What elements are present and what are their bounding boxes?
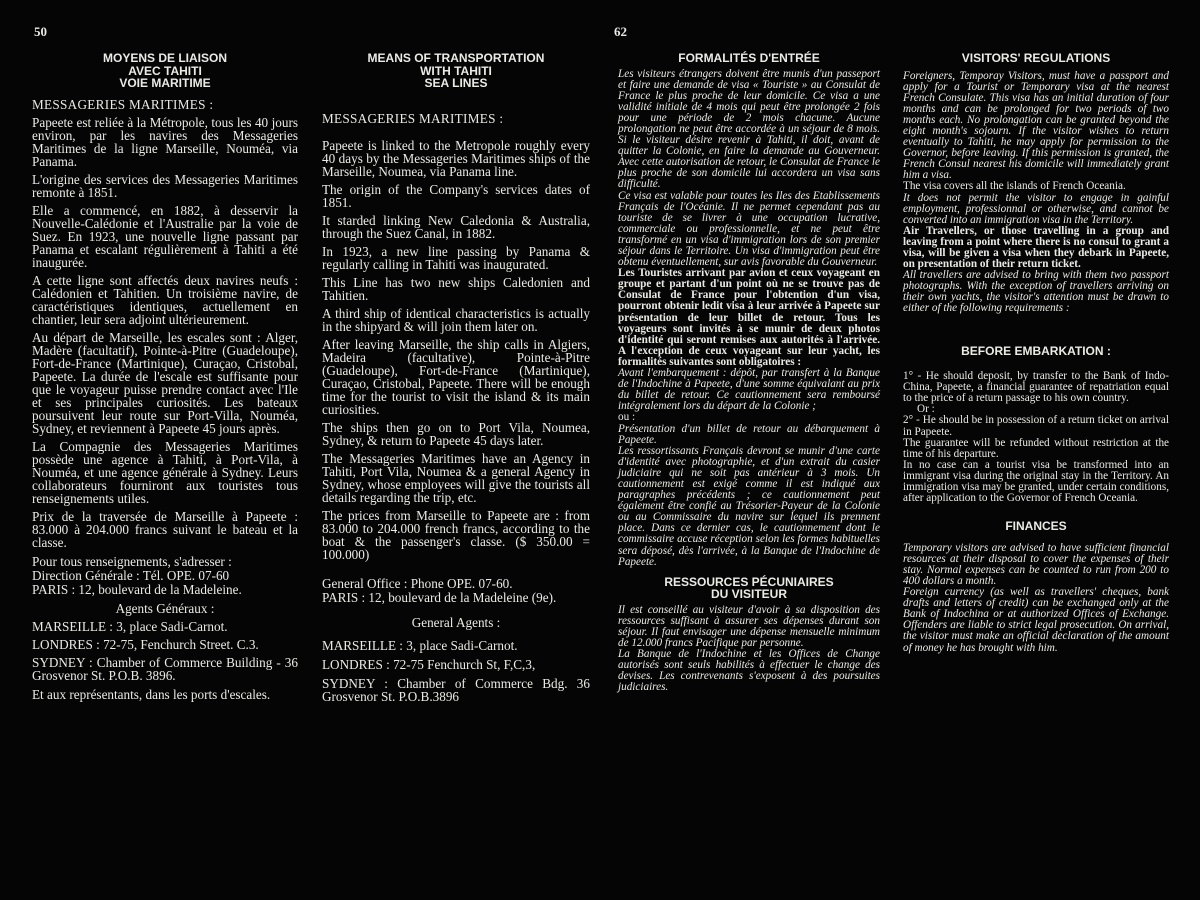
english-transport-title: MEANS OF TRANSPORTATION WITH TAHITI SEA LINES	[367, 51, 545, 90]
paragraph: Elle a commencé, en 1882, à desservir la Nouvelle-Calédonie et l'Australie par la voie de Suez. En 1923, une nouvelle ligne passant par Panama et escalant régulièrement à Tahiti a été inaugurée.	[32, 202, 298, 270]
agent-line: MARSEILLE : 3, place Sadi-Carnot.	[32, 618, 228, 634]
before-embarkation-title: BEFORE EMBARKATION :	[961, 343, 1111, 358]
page-number-right: 62	[614, 24, 627, 39]
agents-title: Agents Généraux :	[115, 600, 215, 616]
visitors-regulations-title: VISITORS' REGULATIONS	[961, 51, 1111, 65]
agent-line: LONDRES : 72-75 Fenchurch St, F,C,3,	[322, 656, 536, 672]
paragraph: Il est conseillé au visiteur d'avoir à sa disposition des ressources suffisant à assurer ses dépenses durant son séjour. Il faut envisager une dépense mensuelle minimum de 12.000 francs Pacifique par personne.	[618, 603, 880, 649]
section-subtitle: MESSAGERIES MARITIMES :	[32, 96, 214, 112]
paragraph: Or :	[917, 403, 935, 416]
paragraph: 2° - He should be in possession of a return ticket on arrival in Papeete.	[903, 414, 1169, 438]
paragraph: After leaving Marseille, the ship calls in Algiers, Madeira (facultative), Pointe-à-Pitre (Guadeloupe), Fort-de-France (Martinique), Curaçao, Cristobal, Papeete. There will be enough time for the tourist to visit the island & its main curiosities.	[322, 336, 590, 417]
paragraph: This Line has two new ships Caledonien and Tahitien.	[322, 274, 590, 303]
agent-line: SYDNEY : Chamber of Commerce Bdg. 36 Grosvenor St. P.O.B.3896	[322, 675, 590, 704]
paragraph: La Banque de l'Indochine et les Offices de Change autorisés sont seuls habilités à effectuer le change des devises. Les contrevenants s'exposent à des poursuites judiciaires.	[618, 648, 880, 694]
paragraph: It starded linking New Caledonia & Australia, through the Suez Canal, in 1882.	[322, 212, 590, 241]
entry-formalities-column	[618, 52, 880, 693]
french-transport-column	[32, 52, 298, 706]
agent-line: SYDNEY : Chamber of Commerce Building - 36 Grosvenor St. P.O.B. 3896.	[32, 654, 298, 683]
paragraph: The origin of the Company's services dates of 1851.	[322, 181, 590, 210]
paragraph: It does not permit the visitor to engage in gainful employment, professionnal or otherwise, and cannot be converted into an immigration visa in the Territory.	[903, 191, 1169, 226]
paragraph: Foreign currency (as well as travellers' cheques, bank drafts and letters of credit) can be exchanged only at the Bank of Indochina or at authorized Offices of Exchange. Offenders are liable to strict legal prosecution. On arrival, the visitor must make an official declaration of the amount of money he has brought with him.	[903, 586, 1169, 654]
paragraph: Papeete is linked to the Metropole roughly every 40 days by the Messageries Maritimes ships of the Marseille, Noumea, via Panama line.	[322, 137, 590, 179]
paragraph: Pour tous renseignements, s'adresser :	[32, 553, 232, 569]
paragraph: Les ressortissants Français devront se munir d'une carte d'identité avec photographie, et d'un extrait du casier judiciaire qui ne soit pas antérieur à 3 mois. Un cautionnement est exigé comme il est indiqué aux paragraphes précédents ; ce cautionnement peut également être confié au Trésorier-Payeur de la Colonie ou au Commissaire du navire sur lequel ils prennent place. Dans ce dernier cas, le cautionnement dont le commissaire accuse réception selon les formes habituelles sera déposé, dès l'arrivée, à la Banque de l'Indochine de Papeete.	[618, 444, 880, 568]
paragraph: In no case can a tourist visa be transformed into an immigrant visa during the original stay in the Territory. An immigration visa may be granted, under certain conditions, after application to the Governor of French Oceania.	[903, 458, 1169, 505]
office-line: PARIS : 12, boulevard de la Madeleine (9e).	[322, 589, 557, 605]
page-number-left: 50	[34, 24, 47, 39]
paragraph: The Messageries Maritimes have an Agency in Tahiti, Port Vila, Noumea & a general Agency in Sydney, whose employees will give the tourists all details regarding the trip, etc.	[322, 450, 590, 505]
visitors-regulations-column	[903, 52, 1169, 654]
agent-line: LONDRES : 72-75, Fenchurch Street. C.3.	[32, 636, 259, 652]
paragraph: A cette ligne sont affectés deux navires neufs : Calédonien et Tahitien. Un troisième navire, de caractéristiques identiques, actuellement en chantier, leur sera adjoint ultérieurement.	[32, 272, 298, 327]
paragraph: Les visiteurs étrangers doivent être munis d'un passeport et faire une demande de visa « Touriste » au Consulat de France le plus proche de leur domicile. Ce visa a une validité initiale de 4 mois qui peut être prolongée 2 fois pour une période de 2 mois chacune. Aucune prolongation ne peut être accordée à un séjour de 8 mois. Si le visiteur désire revenir à Tahiti, il doit, avant de quitter la Colonie, en faire la demande au Gouverneur. Avec cette autorisation de retour, le Consulat de France le plus proche de son domicile lui accordera un visa sans difficulté.	[618, 67, 880, 191]
agent-line: MARSEILLE : 3, place Sadi-Carnot.	[322, 637, 518, 653]
paragraph: Temporary visitors are advised to have sufficient financial resources at their disposal to cover the expenses of their stay. Normal expenses can be counted to run from 200 to 400 dollars a month.	[903, 541, 1169, 587]
paragraph: Prix de la traversée de Marseille à Papeete : 83.000 à 204.000 francs suivant le bateau et la classe.	[32, 508, 298, 550]
paragraph: L'origine des services des Messageries Maritimes remonte à 1851.	[32, 171, 298, 200]
paragraph: La Compagnie des Messageries Maritimes possède une agence à Tahiti, à Port-Vila, à Nouméa, et une agence générale à Sydney. Leurs collaborateurs fourniront aux touristes tous renseignements utiles.	[32, 438, 298, 506]
paragraph: ou :	[618, 411, 636, 424]
paragraph: PARIS : 12, boulevard de la Madeleine.	[32, 581, 242, 597]
paragraph: 1° - He should deposit, by transfer to the Bank of Indo-China, Papeete, a financial guarantee of repatriation equal to the price of a return passage to his own country.	[903, 370, 1169, 405]
paragraph: Air Travellers, or those travelling in a group and leaving from a point where there is no consul to grant a visa, will be given a visa when they debark in Papeete, on presentation of their return ticket.	[903, 224, 1169, 271]
paragraph: The ships then go on to Port Vila, Noumea, Sydney, & return to Papeete 45 days later.	[322, 419, 590, 448]
agent-line: Et aux représentants, dans les ports d'escales.	[32, 686, 271, 702]
paragraph: Les Touristes arrivant par avion et ceux voyageant en groupe et partant d'un point où ne se trouve pas de Consulat de France pour l'obtention d'un visa, pourront obtenir ledit visa à leur arrivée à Papeete sur présentation de leur billet de retour. Tous les voyageurs sont invités à se munir de deux photos d'identité qui seront remises aux autorités à l'arrivée. A l'exception de ceux voyageant sur leur yacht, les formalités suivantes sont obligatoires :	[618, 267, 880, 368]
office-line: General Office : Phone OPE. 07-60.	[322, 575, 513, 591]
paragraph: All travellers are advised to bring with them two passport photographs. With the exception of travellers arriving on their own yachts, the visitor's attention must be drawn to either of the following requirements :	[903, 269, 1169, 315]
paragraph: Ce visa est valable pour toutes les Iles des Etablissements Français de l'Océanie. Il ne permet cependant pas au touriste de se livrer à une occupation lucrative, commerciale ou professionnelle, et ne peut être transformé en un visa d'immigration lors de son premier séjour dans le Territoire. Un visa d'immigration peut être obtenu éventuellement, sur avis favorable du Gouverneur.	[618, 189, 880, 269]
french-transport-title: MOYENS DE LIAISON AVEC TAHITI VOIE MARITIME	[102, 51, 227, 90]
paragraph: Foreigners, Temporay Visitors, must have a passport and apply for a Tourist or Temporary visa at the nearest French Consulate. This visa has an initial duration of four months and can be prolonged for two periods of two months each. No prolongation can be granted beyond the eight month's sojourn. If the visitor wishes to return eventually to Tahiti, he may apply for permission to the Governor, before leaving. If this permission is granted, the French Consul nearest his domicile will immediately grant him a visa.	[903, 69, 1169, 182]
paragraph: The visa covers all the islands of French Oceania.	[903, 180, 1126, 193]
paragraph: Avant l'embarquement : dépôt, par transfert à la Banque de l'Indochine à Papeete, d'une somme équivalant au prix du billet de retour. Ce cautionnement sera remboursé intégralement lors du départ de la Colonie ;	[618, 367, 880, 413]
resources-title: RESSOURCES PÉCUNIAIRES DU VISITEUR	[664, 574, 834, 602]
entry-formalities-title: FORMALITÉS D'ENTRÉE	[678, 51, 820, 65]
paragraph: The guarantee will be refunded without restriction at the time of his departure.	[903, 436, 1169, 460]
paragraph: Papeete est reliée à la Métropole, tous les 40 jours environ, par les navires des Messageries Maritimes de la ligne Marseille, Nouméa, via Panama.	[32, 114, 298, 169]
english-transport-column	[322, 52, 590, 708]
agents-title: General Agents :	[411, 614, 501, 630]
paragraph: A third ship of identical characteristics is actually in the shipyard & will join them later on.	[322, 305, 590, 334]
paragraph: In 1923, a new line passing by Panama & regularly calling in Tahiti was inaugurated.	[322, 243, 590, 272]
paragraph: The prices from Marseille to Papeete are : from 83.000 to 204.000 french francs, according to the boat & the passenger's classe. ($ 350.00 = 100.000)	[322, 507, 590, 562]
paragraph: Direction Générale : Tél. OPE. 07-60	[32, 567, 230, 583]
paragraph: Présentation d'un billet de retour au débarquement à Papeete.	[618, 422, 880, 446]
section-subtitle: MESSAGERIES MARITIMES :	[322, 110, 504, 126]
paragraph: Au départ de Marseille, les escales sont : Alger, Madère (facultatif), Pointe-à-Pitre (Guadeloupe), Fort-de-France (Martinique), Curaçao, Cristobal, Papeete. La durée de l'escale est suffisante pour que le voyageur puisse prendre contact avec l'Ile et ses principales curiosités. Les bateaux poursuivent leur route sur Port-Villa, Nouméa, Sydney, et reviennent à Papeete 45 jours après.	[32, 329, 298, 436]
finances-title: FINANCES	[1005, 519, 1067, 534]
